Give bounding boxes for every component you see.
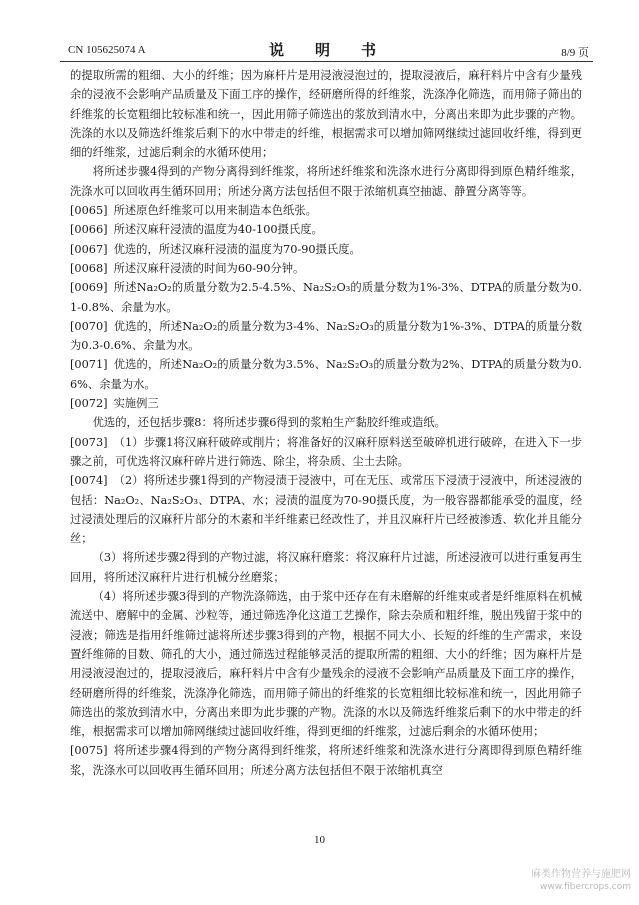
paragraph-number: [0074]: [70, 474, 108, 488]
page-indicator: 8/9 页: [561, 47, 589, 59]
paragraph: [70, 162, 582, 201]
paragraph: [70, 587, 582, 741]
paragraph-text: 所述汉麻秆浸渍的时间为60-90分钟。: [113, 261, 305, 275]
numbered-paragraph: [70, 317, 582, 356]
paragraph-text: 优选的，所述Na₂O₂的质量分数为3-4%、Na₂S₂O₃的质量分数为1%-3%、DTPA的质量分数为0.3-0.6%、余量为水。: [70, 319, 582, 353]
numbered-paragraph: [70, 394, 582, 413]
patent-number: CN 105625074 A: [68, 44, 146, 56]
paragraph-number: [0075]: [70, 744, 108, 758]
paragraph-text: 所述Na₂O₂的质量分数为2.5-4.5%、Na₂S₂O₃的质量分数为1%-3%、DTPA的质量分数为0.1-0.8%、余量为水。: [70, 281, 582, 314]
numbered-paragraph: [70, 355, 582, 394]
numbered-paragraph: [70, 278, 582, 317]
paragraph-number: [0066]: [70, 223, 108, 237]
document-title: 说 明 书: [268, 41, 384, 59]
paragraph: [70, 548, 582, 587]
paragraph-text: 实施例三: [113, 397, 159, 411]
numbered-paragraph: [70, 201, 582, 220]
page-number: 10: [314, 834, 325, 846]
paragraph-text: 将所述步骤4得到的产物分离得到纤维浆，将所述纤维浆和洗涤水进行分离即得到原色精纤维浆，洗涤水可以回收再生循环回用；所述分离方法包括但不限于浓缩机真空: [70, 744, 582, 777]
watermark-site-name: 麻类作物营养与施肥网: [531, 869, 631, 880]
paragraph-text: 所述汉麻秆浸渍的温度为40-100摄氏度。: [113, 223, 323, 237]
document-body: [70, 66, 582, 780]
paragraph-number: [0069]: [70, 281, 108, 295]
paragraph-text: 所述原色纤维浆可以用来制造本色纸张。: [113, 204, 317, 218]
paragraph-text: 优选的，所述汉麻秆浸渍的温度为70-90摄氏度。: [113, 242, 361, 256]
paragraph: [70, 66, 582, 162]
paragraph-number: [0070]: [70, 319, 108, 333]
paragraph-text: （2）将所述步骤1得到的产物浸渍于浸液中，可在无压、或常压下浸渍于浸液中，所述浸液的包括：Na₂O₂、Na₂S₂O₃、DTPA、水；浸渍的温度为70-90摄氏度，为一般容器都能承受的温度，经过浸渍处理后的汉麻秆片部分的木素和半纤维素已经改性了，并且汉麻秆片已经被渗透、软化并且能分丝；: [70, 474, 582, 546]
watermark-url: www.fibercrops.com: [540, 882, 631, 892]
paragraph-number: [0071]: [70, 358, 108, 372]
paragraph: [70, 413, 582, 432]
numbered-paragraph: [70, 741, 582, 780]
paragraph-number: [0067]: [70, 242, 108, 256]
paragraph-number: [0068]: [70, 261, 108, 275]
paragraph-number: [0065]: [70, 204, 108, 218]
paragraph-number: [0073]: [70, 435, 108, 449]
paragraph-text: 的提取所需的粗细、大小的纤维；因为麻杆片是用浸液浸泡过的，提取浸液后，麻秆料片中含有少量残余的浸液不会影响产品质量及下面工序的操作，经研磨所得的纤维浆，洗涤净化筛选，而用筛子筛出的纤维浆的长宽粗细比较标准和统一，因此用筛子筛选出的浆放到清水中，分离出来即为此步骤的产物。洗涤的水以及筛选纤维浆后剩下的水中带走的纤维，根据需求可以增加筛网继续过滤回收纤维，得到更细的纤维浆，过滤后剩余的水循环使用；: [70, 69, 582, 160]
paragraph-text: （3）将所述步骤2得到的产物过滤，将汉麻秆磨浆：将汉麻秆片过滤，所述浸液可以进行重复再生回用，将所述汉麻秆片进行机械分丝磨浆；: [70, 551, 582, 584]
paragraph-number: [0072]: [70, 397, 108, 411]
paragraph-text: 优选的，还包括步骤8：将所述步骤6得到的浆粕生产黏胶纤维或造纸。: [92, 416, 446, 430]
numbered-paragraph: [70, 471, 582, 548]
numbered-paragraph: [70, 433, 582, 472]
paragraph-text: （4）将所述步骤3得到的产物洗涤筛选，由于浆中还存在有未磨解的纤维束或者是纤维原料在机械流送中、磨解中的金属、沙粒等，通过筛选净化这道工艺操作，除去杂质和粗纤维，脱出残留于浆中的浸液；筛选是指用纤维筛过滤将所述步骤3得到的产物，根据不同大小、长短的纤维的生产需求，来设置纤维筛的目数、筛孔的大小，通过筛选过程能够灵活的提取所需的粗细、大小的纤维；因为麻杆片是用浸液浸泡过的，提取浸液后，麻秆料片中含有少量残余的浸液不会影响产品质量及下面工序的操作，经研磨所得的纤维浆，洗涤净化筛选，而用筛子筛出的纤维浆的长宽粗细比较标准和统一，因此用筛子筛选出的浆放到清水中，分离出来即为此步骤的产物。洗涤的水以及筛选纤维浆后剩下的水中带走的纤维，根据需求可以增加筛网继续过滤回收纤维，得到更细的纤维浆，过滤后剩余的水循环使用；: [70, 590, 582, 739]
watermark: [531, 868, 631, 894]
numbered-paragraph: [70, 240, 582, 259]
numbered-paragraph: [70, 220, 582, 239]
paragraph-text: 将所述步骤4得到的产物分离得到纤维浆，将所述纤维浆和洗涤水进行分离即得到原色精纤维浆，洗涤水可以回收再生循环回用；所述分离方法包括但不限于浓缩机真空抽滤、静置分离等等。: [70, 165, 582, 198]
numbered-paragraph: [70, 259, 582, 278]
paragraph-text: （1）步骤1将汉麻秆破碎或削片；将准备好的汉麻秆原料送至破碎机进行破碎，在进入下一步骤之前，可优选将汉麻秆碎片进行筛选、除尘，将杂质、尘土去除。: [70, 435, 582, 468]
paragraph-text: 优选的，所述Na₂O₂的质量分数为3.5%、Na₂S₂O₃的质量分数为2%、DTPA的质量分数为0.6%、余量为水。: [70, 358, 582, 391]
header-divider: [60, 61, 593, 62]
